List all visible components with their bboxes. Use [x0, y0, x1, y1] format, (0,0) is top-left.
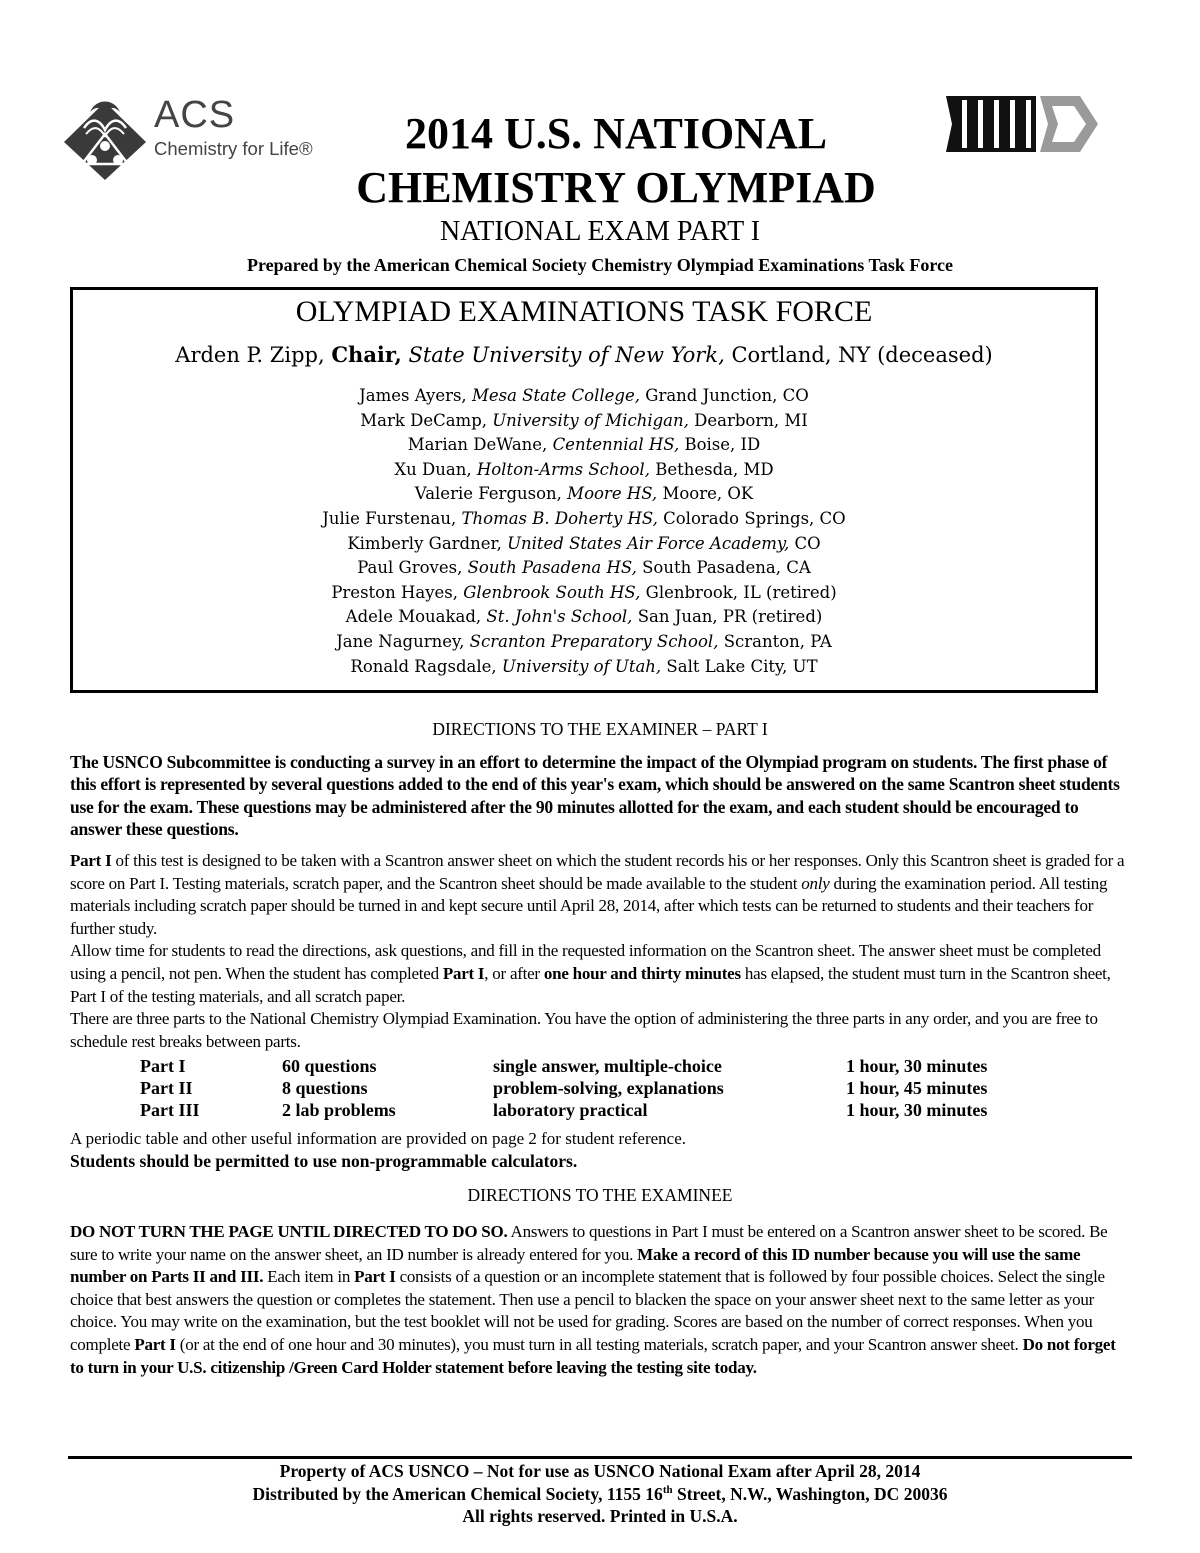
member-list [73, 384, 1095, 679]
part-name: Part I [140, 1056, 186, 1076]
member-institution: Centennial HS, [552, 435, 680, 455]
member-name: Xu Duan, [394, 459, 472, 479]
footer-property: Property of ACS USNCO – Not for use as USNCO National Exam after April 28, 2014 [279, 1461, 921, 1481]
table-row [140, 1099, 987, 1121]
part-time: 1 hour, 30 minutes [846, 1056, 988, 1076]
examinee-lead: DO NOT TURN THE PAGE UNTIL DIRECTED TO DO SO. [70, 1222, 508, 1241]
periodic-table-note: A periodic table and other useful information are provided on page 2 for student reference. [70, 1129, 687, 1148]
member-name: Jane Nagurney, [336, 631, 465, 651]
three-parts-paragraph: There are three parts to the National Chemistry Olympiad Examination. You have the option of administering the three parts in any order, and you are free to schedule rest breaks between parts. [70, 1009, 1098, 1051]
footer-distributed-a: Distributed by the American Chemical Society, 1155 16 [252, 1483, 663, 1504]
chair-name: Arden P. Zipp, [175, 343, 325, 367]
allow-time-text-b: , or after [484, 963, 544, 983]
member-name: Ronald Ragsdale, [350, 656, 497, 676]
chair-location: Cortland, NY (deceased) [731, 343, 993, 367]
member-item [73, 581, 1095, 606]
member-location: Colorado Springs, CO [663, 508, 846, 528]
title-line-1: 2014 U.S. NATIONAL [404, 109, 828, 158]
member-location: Moore, OK [662, 484, 754, 504]
part-type: problem-solving, explanations [493, 1078, 724, 1098]
member-name: James Ayers, [359, 386, 467, 405]
examiner-directions-heading: DIRECTIONS TO THE EXAMINER – PART I [432, 719, 768, 739]
member-institution: Scranton Preparatory School, [469, 631, 719, 651]
member-item [73, 605, 1095, 630]
member-item [73, 507, 1095, 532]
calculator-note: Students should be permitted to use non-programmable calculators. [70, 1151, 578, 1171]
member-item [73, 630, 1095, 655]
member-location: Boise, ID [684, 435, 761, 455]
examinee-text-d: (or at the end of one hour and 30 minutes), you must turn in all testing materials, scratch paper, and your Scantron answer sheet. [175, 1334, 1023, 1354]
member-item [73, 532, 1095, 557]
member-name: Kimberly Gardner, [347, 533, 502, 553]
member-institution: University of Utah, [501, 656, 662, 676]
acs-tagline: Chemistry for Life® [154, 138, 313, 159]
part-i-text-a: of this test is designed to be taken with a Scantron answer sheet on which the student records his or her responses. Only this Scantron sheet is graded for a score on Part I. Testing materials, scratch paper, and the Scantron sheet should be made available to the student [70, 851, 1125, 893]
member-location: San Juan, PR (retired) [637, 607, 823, 627]
member-institution: Mesa State College, [471, 386, 641, 405]
footer-rule [68, 1456, 1132, 1459]
member-name: Paul Groves, [357, 558, 463, 578]
footer-distributed [0, 1483, 1200, 1506]
member-name: Marian DeWane, [407, 435, 548, 455]
chair-role: Chair, [331, 342, 402, 367]
prepared-by-line: Prepared by the American Chemical Society Chemistry Olympiad Examinations Task Force [247, 255, 953, 275]
part-time: 1 hour, 45 minutes [846, 1078, 988, 1098]
chair-line [73, 340, 1095, 370]
examinee-citizenship: Do not forget to turn in your U.S. citizenship /Green Card Holder statement before leaving the testing site today. [70, 1334, 1116, 1377]
footer-rights: All rights reserved. Printed in U.S.A. [462, 1506, 738, 1526]
allow-time-text-a: Allow time for students to read the directions, ask questions, and fill in the requested information on the Scantron sheet. The answer sheet must be completed using a pencil, not pen. When the student has completed [70, 941, 1101, 983]
footer [0, 1460, 1200, 1528]
part-type: single answer, multiple-choice [493, 1056, 722, 1076]
member-location: Scranton, PA [723, 631, 832, 651]
examinee-directions-heading: DIRECTIONS TO THE EXAMINEE [467, 1185, 733, 1205]
member-name: Adele Mouakad, [345, 607, 482, 627]
member-item [73, 409, 1095, 434]
table-row [140, 1055, 987, 1077]
member-location: Salt Lake City, UT [666, 656, 818, 676]
part-count: 60 questions [282, 1056, 377, 1076]
member-institution: South Pasadena HS, [467, 558, 637, 578]
examinee-part-2: Part I [134, 1334, 176, 1354]
chair-institution: State University of New York, [408, 343, 725, 367]
exam-part-heading: NATIONAL EXAM PART I [439, 216, 761, 247]
part-count: 8 questions [282, 1078, 368, 1098]
member-item [73, 655, 1095, 680]
member-institution: Holton-Arms School, [476, 459, 650, 479]
examiner-instructions [70, 850, 1132, 1053]
acs-wordmark: ACS [154, 94, 236, 136]
part-name: Part II [140, 1078, 193, 1098]
member-institution: Thomas B. Doherty HS, [461, 508, 658, 528]
examinee-paragraph [70, 1221, 1132, 1379]
member-institution: St. John's School, [486, 607, 633, 627]
member-location: Dearborn, MI [694, 410, 808, 430]
footer-distributed-sup: th [662, 1483, 673, 1496]
examinee-record-id: Make a record of this ID number because you will use the same number on Parts II and III. [70, 1244, 1081, 1287]
part-count: 2 lab problems [282, 1100, 396, 1120]
member-name: Valerie Ferguson, [414, 484, 562, 504]
allow-time-text-c: has elapsed, the student must turn in the Scantron sheet, Part I of the testing materials, and all scratch paper. [70, 963, 1111, 1006]
exam-parts-table [140, 1055, 987, 1121]
member-name: Preston Hayes, [331, 582, 458, 602]
examinee-part: Part I [354, 1267, 396, 1287]
examinee-text-b: Each item in [263, 1267, 355, 1287]
part-i-text-b: during the examination period. All testing materials including scratch paper should be turned in and kept secure until April 28, 2014, after which tests can be returned to students and their teachers for further study. [70, 873, 1108, 938]
part-name: Part III [140, 1100, 200, 1120]
allow-time-part: Part I [442, 963, 485, 983]
member-name: Mark DeCamp, [360, 410, 488, 430]
table-row [140, 1077, 987, 1099]
member-item [73, 482, 1095, 507]
task-force-box [70, 287, 1098, 693]
examinee-text-a: Answers to questions in Part I must be entered on a Scantron answer sheet to be scored. Be sure to write your name on the answer sheet, an ID number is already entered for you. [70, 1222, 1108, 1264]
task-force-heading: OLYMPIAD EXAMINATIONS TASK FORCE [295, 295, 873, 328]
member-location: Grand Junction, CO [645, 386, 809, 405]
part-i-only: only [801, 873, 830, 893]
member-institution: Glenbrook South HS, [463, 582, 641, 602]
member-name: Julie Furstenau, [322, 508, 457, 528]
member-institution: Moore HS, [567, 484, 658, 504]
member-location: South Pasadena, CA [642, 558, 811, 578]
member-location: Glenbrook, IL (retired) [645, 582, 837, 602]
member-location: CO [794, 533, 821, 553]
member-location: Bethesda, MD [655, 459, 774, 479]
part-i-paragraph [70, 850, 1132, 940]
part-type: laboratory practical [493, 1100, 648, 1120]
member-item [73, 458, 1095, 483]
allow-time-duration: one hour and thirty minutes [543, 963, 741, 983]
member-item [73, 556, 1095, 581]
footer-distributed-b: Street, N.W., Washington, DC 20036 [672, 1483, 948, 1504]
title-line-2: CHEMISTRY OLYMPIAD [356, 163, 876, 212]
member-institution: United States Air Force Academy, [507, 533, 790, 553]
examinee-text-c: consists of a question or an incomplete statement that is followed by four possible choices. Select the single choice that best answers the question or completes the statement. Then use a pencil to blacken the space on your answer sheet next to the same letter as your choice. You may write on the examination, but the test booklet will not be used for grading. Scores are based on the number of correct responses. When you complete [70, 1267, 1105, 1354]
member-item [73, 384, 1095, 409]
member-item [73, 433, 1095, 458]
part-time: 1 hour, 30 minutes [846, 1100, 988, 1120]
survey-paragraph: The USNCO Subcommittee is conducting a survey in an effort to determine the impact of the Olympiad program on students. The first phase of this effort is represented by several questions added to the end of this year's exam, which should be answered on the same Scantron sheet students use for the exam. These questions may be administered after the 90 minutes allotted for the exam, and each student should be encouraged to answer these questions. [70, 752, 1120, 839]
allow-time-paragraph [70, 940, 1132, 1008]
part-i-lead: Part I [70, 851, 112, 870]
member-institution: University of Michigan, [492, 410, 689, 430]
